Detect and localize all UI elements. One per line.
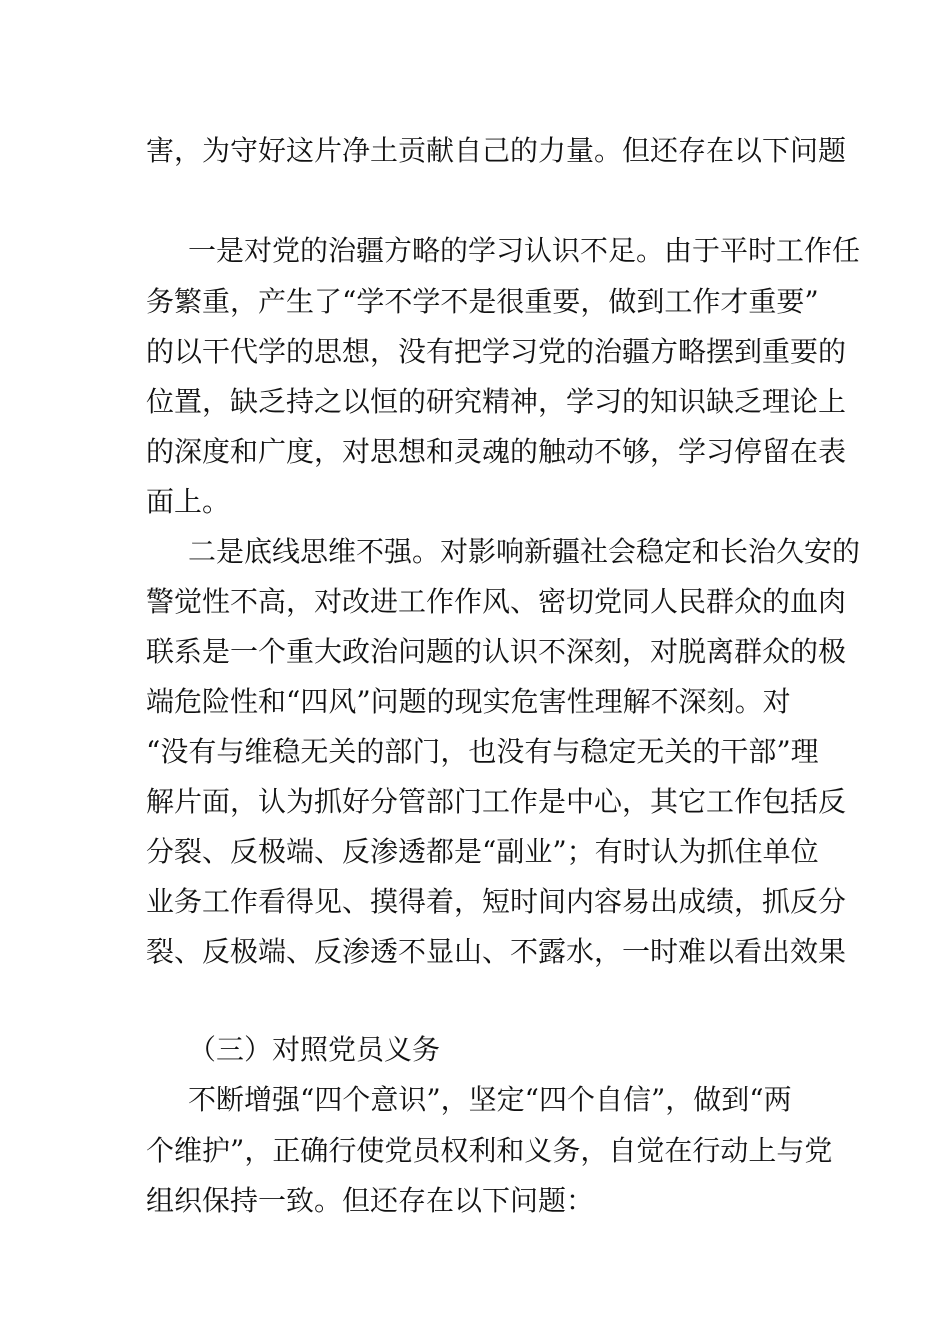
text-line: 的深度和广度，对思想和灵魂的触动不够，学习停留在表 <box>146 435 847 468</box>
text-line: 务繁重，产生了“学不学不是很重要，做到工作才重要” <box>146 285 819 318</box>
text-line: 组织保持一致。但还存在以下问题： <box>146 1184 595 1217</box>
text-line: 业务工作看得见、摸得着，短时间内容易出成绩，抓反分 <box>146 885 847 918</box>
text-line: 警觉性不高，对改进工作作风、密切党同人民群众的血肉 <box>146 585 847 618</box>
text-line: “没有与维稳无关的部门，也没有与稳定无关的干部”理 <box>146 735 819 768</box>
text-line: 个维护”，正确行使党员权利和义务，自觉在行动上与党 <box>146 1134 833 1167</box>
text-line: 联系是一个重大政治问题的认识不深刻，对脱离群众的极 <box>146 635 847 668</box>
section-heading: （三）对照党员义务 <box>188 1033 441 1066</box>
text-line: 位置，缺乏持之以恒的研究精神，学习的知识缺乏理论上 <box>146 385 847 418</box>
text-line: 裂、反极端、反渗透不显山、不露水，一时难以看出效果 <box>146 935 847 968</box>
text-line: 二是底线思维不强。对影响新疆社会稳定和长治久安的 <box>188 535 861 568</box>
text-line: 不断增强“四个意识”，坚定“四个自信”，做到“两 <box>188 1083 792 1116</box>
text-line: 端危险性和“四风”问题的现实危害性理解不深刻。对 <box>146 685 791 718</box>
text-line: 面上。 <box>146 485 231 518</box>
text-line: 害，为守好这片净土贡献自己的力量。但还存在以下问题 <box>146 134 847 167</box>
text-line: 一是对党的治疆方略的学习认识不足。由于平时工作任 <box>188 234 861 267</box>
text-line: 解片面，认为抓好分管部门工作是中心，其它工作包括反 <box>146 785 847 818</box>
text-line: 分裂、反极端、反渗透都是“副业”；有时认为抓住单位 <box>146 835 819 868</box>
text-line: 的以干代学的思想，没有把学习党的治疆方略摆到重要的 <box>146 335 847 368</box>
